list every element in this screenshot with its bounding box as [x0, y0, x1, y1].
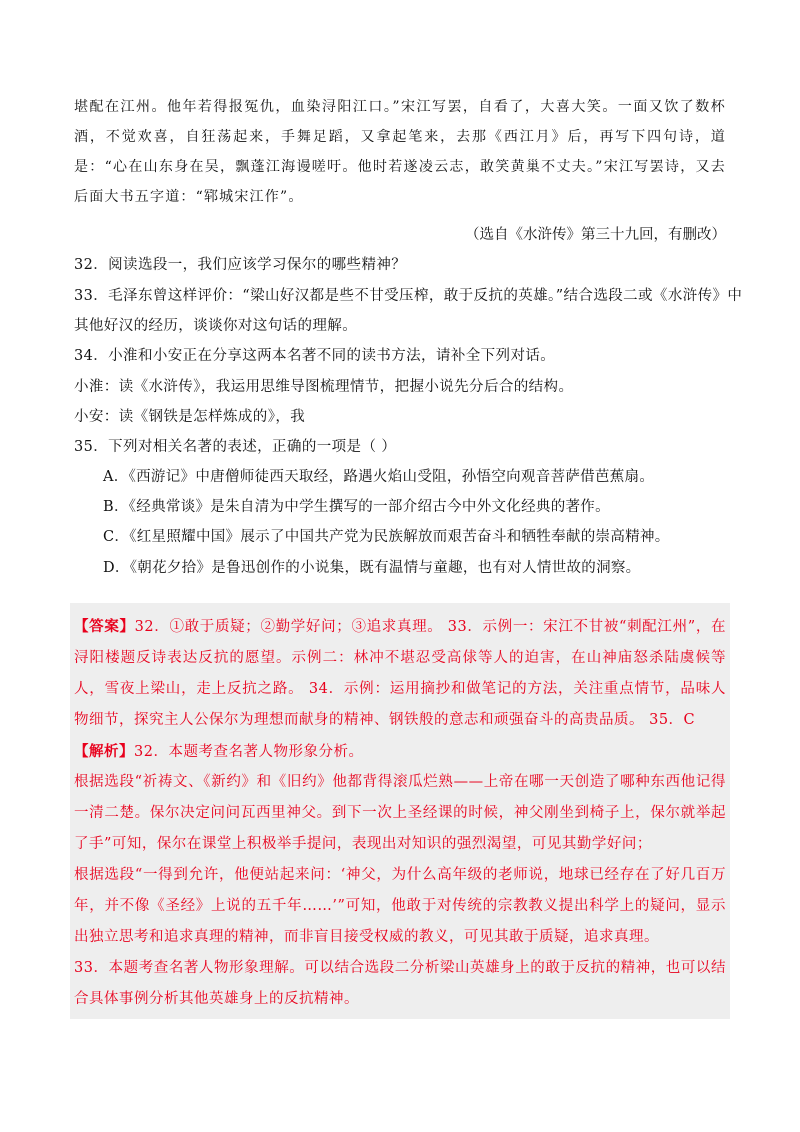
- question-35: 35．下列对相关名著的表述，正确的一项是（ ）: [74, 439, 397, 455]
- analysis-header: [74, 736, 726, 768]
- question-32: 32．阅读选段一，我们应该学习保尔的哪些精神？: [74, 257, 407, 273]
- excerpt-paragraph: 堪配在江州。他年若得报冤仇，血染浔阳江口。”宋江写罢，自看了，大喜大笑。一面又饮了数杯酒，不觉欢喜，自狂荡起来，手舞足蹈，又拿起笔来，去那《西江月》后，再写下四句诗，道是：“心在山东身在吴，飘蓬江海谩嗟吁。他时若遂凌云志，敢笑黄巢不丈夫。”宋江写罢诗，又去后面大书五字道：“郓城宋江作”。: [74, 99, 726, 205]
- option-a: A．《西游记》中唐僧师徒西天取经，路遇火焰山受阻，孙悟空向观音菩萨借芭蕉扇。: [103, 469, 655, 485]
- analysis-paragraph-1: 根据选段“祈祷文、《新约》和《旧约》他都背得滚瓜烂熟——上帝在哪一天创造了哪种东西他记得一清二楚。保尔决定问问瓦西里神父。到下一次上圣经课的时候，神父刚坐到椅子上，保尔就举起了手”可知，保尔在课堂上积极举手提问，表现出对知识的强烈渴望，可见其勤学好问；: [74, 774, 726, 852]
- option-c: C．《红星照耀中国》展示了中国共产党为民族解放而艰苦奋斗和牺牲奉献的崇高精神。: [103, 529, 670, 545]
- analysis-tag: 【解析】: [74, 743, 134, 760]
- option-b: B．《经典常谈》是朱自清为中学生撰写的一部介绍古今中外文化经典的著作。: [103, 499, 610, 515]
- question-33-line2: 其他好汉的经历，谈谈你对这句话的理解。: [74, 318, 358, 334]
- question-33-line1: 33．毛泽东曾这样评价：“梁山好汉都是些不甘受压榨，敢于反抗的英雄。”结合选段二或《水浒传》中: [74, 288, 743, 304]
- answer-tag: 【答案】: [74, 618, 135, 635]
- analysis-first-line: 32．本题考查名著人物形象分析。: [134, 744, 364, 760]
- dialogue-xiaoan: 小安：读《钢铁是怎样炼成的》，我: [74, 409, 306, 425]
- question-34: 34．小淮和小安正在分享这两本名著不同的读书方法，请补全下列对话。: [74, 348, 556, 364]
- option-d: D．《朝花夕拾》是鲁迅创作的小说集，既有温情与童趣，也有对人情世故的洞察。: [103, 560, 641, 576]
- analysis-paragraph-3: 33．本题考查名著人物形象理解。可以结合选段二分析梁山英雄身上的敢于反抗的精神，也可以结合具体事例分析其他英雄身上的反抗精神。: [74, 960, 726, 1007]
- excerpt-source: （选自《水浒传》第三十九回，有删改）: [465, 227, 726, 243]
- dialogue-xiaohuai: 小淮：读《水浒传》，我运用思维导图梳理情节，把握小说先分后合的结构。: [74, 379, 574, 395]
- answer-section: [74, 611, 726, 736]
- analysis-paragraph-2: 根据选段“一得到允许，他便站起来问：‘神父，为什么高年级的老师说，地球已经存在了好几百万年，并不像《圣经》上说的五千年……’”可知，他敢于对传统的宗教教义提出科学上的疑问，显示出独立思考和追求真理的精神，而非盲目接受权威的教义，可见其敢于质疑，追求真理。: [74, 867, 726, 945]
- answer-text: 32．①敢于质疑；②勤学好问；③追求真理。 33．示例一：宋江不甘被“刺配江州”，在浔阳楼题反诗表达反抗的愿望。示例二：林冲不堪忍受高俅等人的迫害，在山神庙怒杀陆虞候等人，雪夜上梁山，走上反抗之路。 34．示例：运用摘抄和做笔记的方法，关注重点情节，品味人物细节，探究主人公保尔为理想而献身的精神、钢铁般的意志和顽强奋斗的高贵品质。 35．C: [74, 619, 726, 728]
